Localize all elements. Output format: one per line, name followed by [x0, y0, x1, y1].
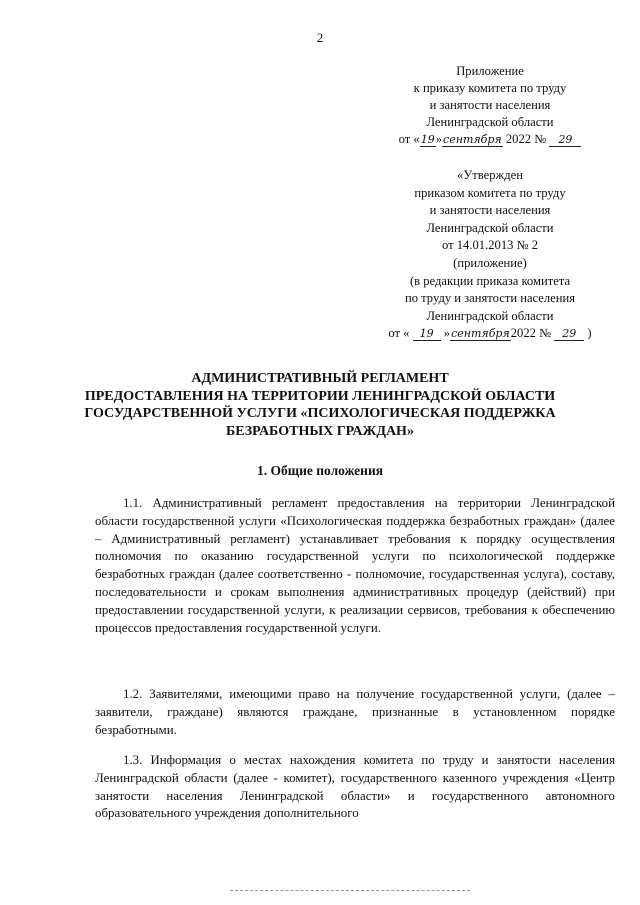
paragraph-1-2: 1.2. Заявителями, имеющими право на получение государственной услуги, (далее – заявители, граждане) являются граждане, признанные в установленном порядке безработными. [95, 687, 615, 737]
approval-block [360, 167, 620, 343]
approval-line: «Утвержден [457, 168, 523, 182]
annex-date-number: 29 [549, 134, 581, 147]
annex-date-prefix: от « [398, 132, 420, 146]
title-line: АДМИНИСТРАТИВНЫЙ РЕГЛАМЕНТ [191, 371, 449, 386]
annex-date-month: сентября [443, 133, 502, 146]
approval-date-prefix: от « [388, 326, 413, 341]
section-heading: 1. Общие положения [256, 463, 384, 478]
approval-line: от 14.01.2013 № 2 [441, 238, 539, 253]
annex-date-suffix: 2022 № [502, 132, 550, 146]
approval-line: приказом комитета по труду [414, 185, 566, 200]
annex-block [360, 63, 620, 148]
footer-divider [230, 890, 470, 891]
approval-date-month: сентября [451, 327, 510, 341]
approval-date-line [360, 325, 620, 343]
paragraph-1-1: 1.1. Административный регламент предоставления на территории Ленинградской области государственной услуги «Психологическая поддержка безработных граждан» (далее – Административный регламент) устанавливает требования к порядку осуществления полномочия по оказанию государственной услуги по психологической поддержке безработных граждан (далее соответственно - полномочие, государственная услуга), составу, последовательности и срокам выполнения административных процедур (действий) при предоставлении государственной услуги, к реализации сервисов, требования к обеспечению процессов предоставления государственной услуги. [95, 496, 615, 635]
approval-date-suffix: 2022 № [510, 326, 555, 341]
approval-line: (приложение) [453, 255, 527, 270]
annex-line: к приказу комитета по труду [413, 81, 567, 95]
approval-line: по труду и занятости населения [404, 291, 576, 306]
annex-line: Ленинградской области [426, 115, 554, 129]
approval-date-day: 19 [413, 328, 441, 341]
title-line: БЕЗРАБОТНЫХ ГРАЖДАН» [226, 423, 414, 439]
document-title [70, 370, 570, 440]
approval-date-number: 29 [554, 328, 584, 341]
approval-date-close: ) [584, 326, 592, 341]
approval-line: Ленинградской области [426, 308, 554, 323]
paragraph-1-3: 1.3. Информация о местах нахождения комитета по труду и занятости населения Ленинградской области (далее - комитет), государственного казенного учреждения «Центр занятости населения Ленинградской области» и государственного автономного образовательного учреждения дополнительного [95, 753, 615, 821]
approval-date-sep: » [440, 326, 451, 341]
approval-line: и занятости населения [429, 203, 551, 218]
annex-date-day: 19 [420, 133, 435, 146]
annex-date-line [360, 131, 620, 148]
approval-line: Ленинградской области [426, 220, 554, 235]
annex-date-sep: » [435, 132, 443, 146]
annex-line: и занятости населения [429, 98, 551, 112]
page-number: 2 [316, 30, 324, 45]
title-line: ПРЕДОСТАВЛЕНИЯ НА ТЕРРИТОРИИ ЛЕНИНГРАДСКОЙ ОБЛАСТИ [84, 388, 556, 404]
annex-line: Приложение [456, 64, 524, 78]
approval-line: (в редакции приказа комитета [409, 273, 571, 288]
title-line: ГОСУДАРСТВЕННОЙ УСЛУГИ «ПСИХОЛОГИЧЕСКАЯ ПОДДЕРЖКА [84, 406, 556, 421]
